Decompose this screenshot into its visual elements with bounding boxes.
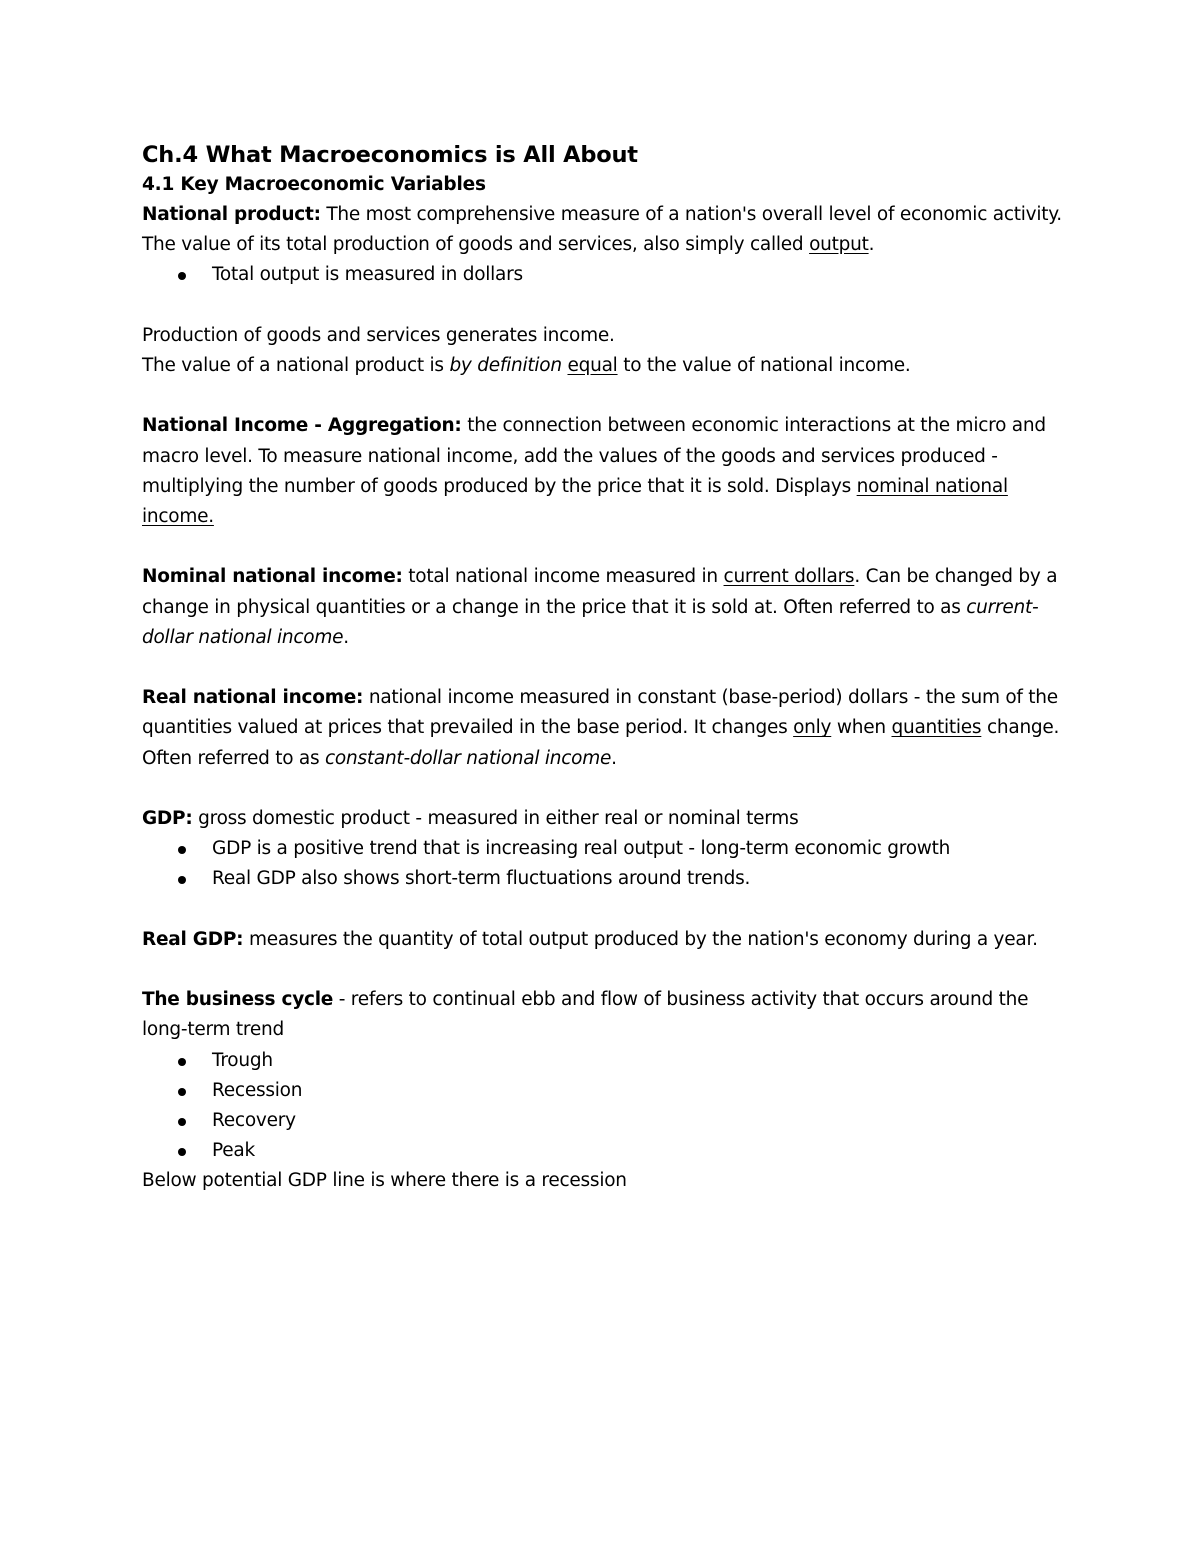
bullet-icon xyxy=(178,846,186,854)
term-business-cycle: The business cycle xyxy=(142,989,334,1011)
italic-text: constant-dollar national income xyxy=(325,747,612,769)
list-item-text: GDP is a positive trend that is increasing real output - long-term economic growth xyxy=(212,838,951,860)
list-item-text: Recession xyxy=(212,1079,303,1101)
term-gdp: GDP: xyxy=(142,807,193,829)
list-item xyxy=(142,864,1062,894)
list-item xyxy=(142,1106,1062,1136)
section-heading: 4.1 Key Macroeconomic Variables xyxy=(142,174,486,195)
list-item xyxy=(142,1046,1062,1076)
business-cycle-footer: Below potential GDP line is where there is a recession xyxy=(142,1170,627,1192)
definition-text: - refers to continual ebb and flow of business activity that occurs around the long-term trend xyxy=(142,989,1029,1041)
nominal-income-paragraph xyxy=(142,562,1062,653)
term-national-income: National Income - Aggregation: xyxy=(142,415,462,437)
definition-text: gross domestic product - measured in either real or nominal terms xyxy=(192,807,799,829)
list-item xyxy=(142,834,1062,864)
term-real-income: Real national income: xyxy=(142,687,364,709)
list-item-text: Recovery xyxy=(212,1109,296,1131)
national-product-bullets xyxy=(142,260,1062,290)
bullet-icon xyxy=(178,876,186,884)
bullet-icon xyxy=(178,1148,186,1156)
gdp-paragraph xyxy=(142,804,1062,834)
definition-text: measures the quantity of total output produced by the nation's economy during a year. xyxy=(243,928,1038,950)
list-item-text: Peak xyxy=(212,1140,255,1162)
underlined-output: output xyxy=(809,234,869,256)
gdp-bullets xyxy=(142,834,1062,894)
text: The value of a national product is xyxy=(142,355,450,376)
period-text: . xyxy=(343,626,349,648)
national-income-paragraph xyxy=(142,411,1062,532)
period-text: . xyxy=(868,234,875,256)
underlined-current-dollars: current dollars xyxy=(723,566,855,588)
bullet-icon xyxy=(178,272,186,280)
production-line-2 xyxy=(142,351,1062,381)
italic-text: by definition xyxy=(449,355,562,376)
italic-text: current-dollar national income xyxy=(142,596,1039,648)
list-item-text: Trough xyxy=(212,1049,273,1071)
business-cycle-paragraph xyxy=(142,985,1062,1045)
bullet-icon xyxy=(178,1058,186,1066)
national-product-paragraph xyxy=(142,200,1062,260)
text: change. Often referred to as xyxy=(142,717,1060,769)
real-gdp-paragraph xyxy=(142,925,1062,955)
definition-text: the connection between economic interactions at the micro and macro level. To measure national income, add the values of the goods and services produced - multiplying the number of goods produced by the price that it is sold. Displays xyxy=(142,415,1046,497)
list-item-text: Total output is measured in dollars xyxy=(212,264,523,286)
text: when xyxy=(831,717,892,739)
document-content xyxy=(142,140,1062,1197)
period-text: . xyxy=(611,747,617,769)
list-item xyxy=(142,260,1062,290)
business-cycle-bullets xyxy=(142,1046,1062,1167)
list-item xyxy=(142,1076,1062,1106)
list-item-text: Real GDP also shows short-term fluctuations around trends. xyxy=(212,868,751,890)
list-item xyxy=(142,1136,1062,1166)
underlined-nominal-income: nominal national income. xyxy=(142,475,1008,527)
real-income-paragraph xyxy=(142,683,1062,774)
production-line-1: Production of goods and services generates income. xyxy=(142,324,615,346)
definition-text: The most comprehensive measure of a nation's overall level of economic activity. The value of its total production of goods and services, also simply called xyxy=(142,204,1062,256)
term-nominal-income: Nominal national income: xyxy=(142,566,403,588)
definition-text: total national income measured in xyxy=(402,566,724,588)
text: to the value of national income. xyxy=(617,355,911,376)
bullet-icon xyxy=(178,1088,186,1096)
definition-text: national income measured in constant (base-period) dollars - the sum of the quantities valued at prices that prevailed in the base period. It changes xyxy=(142,687,1058,739)
bullet-icon xyxy=(178,1118,186,1126)
term-national-product: National product: xyxy=(142,204,321,225)
chapter-title: Ch.4 What Macroeconomics is All About xyxy=(142,142,638,168)
definition-text: . Can be changed by a change in physical quantities or a change in the price that it is sold at. Often referred to as xyxy=(142,566,1058,618)
underlined-equal: equal xyxy=(567,355,618,376)
underlined-only: only xyxy=(793,717,832,739)
underlined-quantities: quantities xyxy=(891,717,982,739)
term-real-gdp: Real GDP: xyxy=(142,928,244,950)
